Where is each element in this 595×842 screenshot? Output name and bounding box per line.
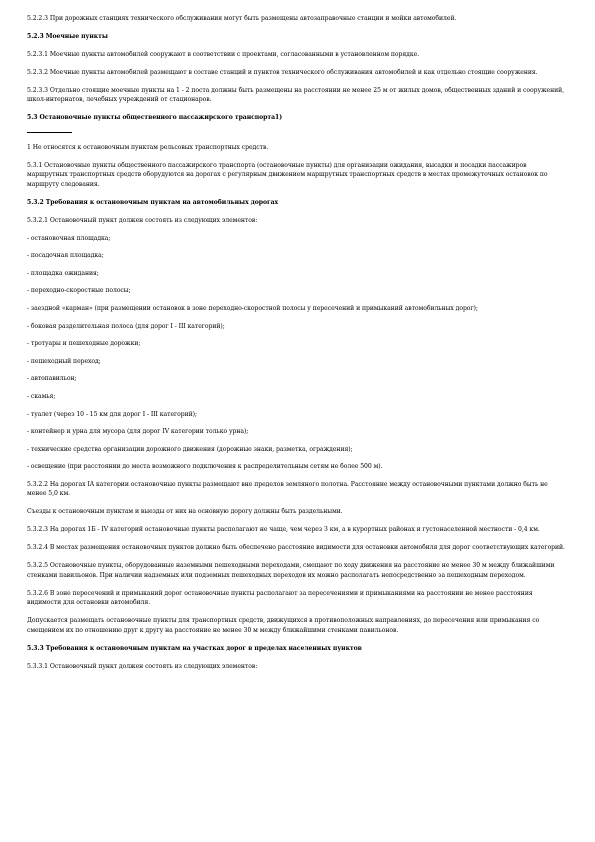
- paragraph-allowed-placement: Допускается размещать остановочные пункты для транспортных средств, движущихся в противоположных направлениях, до пересечения или примыкания со смещением их по отношению друг к другу на расстояние не менее 30 м между ближайшими стенками павильонов.: [27, 617, 540, 634]
- paragraph-5-2-2-3: 5.2.2.3 При дорожных станциях технического обслуживания могут быть размещены автозаправочные станции и мойки автомобилей.: [27, 15, 457, 22]
- footnote-separator: [27, 132, 72, 133]
- paragraph-5-3-2-1: 5.3.2.1 Остановочный пункт должен состоять из следующих элементов:: [27, 216, 258, 224]
- heading-5-3-2: 5.3.2 Требования к остановочным пунктам на автомобильных дорогах: [27, 198, 279, 206]
- list-item: - тротуары и пешеходные дорожки;: [27, 340, 141, 348]
- paragraph-5-3-2-3: 5.3.2.3 На дорогах 1Б - IV категорий остановочные пункты располагают не чаще, чем через 3 км, а в курортных районах и густонаселенной местности - 0,4 км.: [27, 526, 540, 534]
- heading-5-3-3: 5.3.3 Требования к остановочным пунктам на участках дорог в пределах населенных пунктов: [27, 644, 362, 652]
- list-item: - контейнер и урна для мусора (для дорог IV категории только урна);: [27, 428, 249, 436]
- list-item: - площадка ожидания;: [27, 269, 99, 277]
- paragraph-5-2-3-3: 5.2.3.3 Отдельно стоящие моечные пункты на 1 - 2 поста должны быть размещены на расстоянии не менее 25 м от жилых домов, общественных зданий и сооружений, школ-интернатов, лечебных учреждений от стационаров.: [27, 87, 565, 104]
- list-item: - заездной «карман» (при размещении остановок в зоне переходно-скоростной полосы у пересечений и примыканий автомобильных дорог);: [27, 305, 478, 312]
- paragraph-5-3-2-2: 5.3.2.2 На дорогах IA категории остановочные пункты размещают вне пределов земляного полотна. Расстояние между остановочными пунктами должно быть не менее 5,0 км.: [27, 480, 548, 498]
- list-item: - скамья;: [27, 392, 56, 400]
- heading-5-2-3: 5.2.3 Моечные пункты: [27, 33, 108, 40]
- list-item: - автопавильон;: [27, 375, 77, 383]
- paragraph-5-3-1: 5.3.1 Остановочные пункты общественного пассажирского транспорта (остановочные пункты) для организации ожидания, высадки и посадки пассажиров маршрутных транспортных средств оборудуются на дорогах с регулярным движением маршрутных транспортных средств в местах промежуточных остановок по маршруту следования.: [27, 161, 548, 188]
- list-item: - переходно-скоростные полосы;: [27, 287, 131, 295]
- footnote-1: 1 Не относятся к остановочным пунктам рельсовых транспортных средств.: [27, 143, 269, 151]
- paragraph-5-2-3-2: 5.2.3.2 Моечные пункты автомобилей размещают в составе станций и пунктов технического обслуживания автомобилей и как отдельно стоящие сооружения.: [27, 69, 538, 76]
- list-item: - пешеходный переход;: [27, 357, 101, 365]
- document-page: [27, 14, 567, 680]
- list-item: - боковая разделительная полоса (для дорог I - III категорий);: [27, 322, 225, 330]
- paragraph-5-3-3-1: 5.3.3.1 Остановочный пункт должен состоять из следующих элементов:: [27, 662, 258, 670]
- list-item: - освещение (при расстоянии до места возможного подключения к распределительным сетям не более 500 м).: [27, 463, 383, 471]
- heading-5-3: 5.3 Остановочные пункты общественного пассажирского транспорта1): [27, 114, 283, 122]
- paragraph-exits: Съезды к остановочным пунктам и выезды от них на основную дорогу должны быть раздельными.: [27, 508, 343, 516]
- paragraph-5-3-2-4: 5.3.2.4 В местах размещения остановочных пунктов должно быть обеспечено расстояние видимости для остановки автомобиля для дорог соответствующих категорий.: [27, 544, 565, 552]
- paragraph-5-3-2-5: 5.3.2.5 Остановочные пункты, оборудованные наземными пешеходными переходами, смещают по ходу движения на расстояние не менее 30 м между ближайшими стенками павильонов. При наличии надземных или подземных пешеходных переходов их можно располагать непосредственно за пешеходным переходом.: [27, 562, 555, 579]
- list-item: - остановочная площадка;: [27, 234, 111, 242]
- list-item: - посадочная площадка;: [27, 252, 104, 260]
- list-item: - технические средства организации дорожного движения (дорожные знаки, разметка, ограждения);: [27, 445, 353, 453]
- list-item: - туалет (через 10 - 15 км для дорог I - III категорий);: [27, 410, 197, 418]
- paragraph-5-3-2-6: 5.3.2.6 В зоне пересечений и примыканий дорог остановочные пункты располагают за пересечениями и примыканиями на расстоянии не менее расстояния видимости для остановки автомобиля.: [27, 589, 533, 607]
- paragraph-5-2-3-1: 5.2.3.1 Моечные пункты автомобилей сооружают в соответствии с проектами, согласованными в установленном порядке.: [27, 51, 420, 58]
